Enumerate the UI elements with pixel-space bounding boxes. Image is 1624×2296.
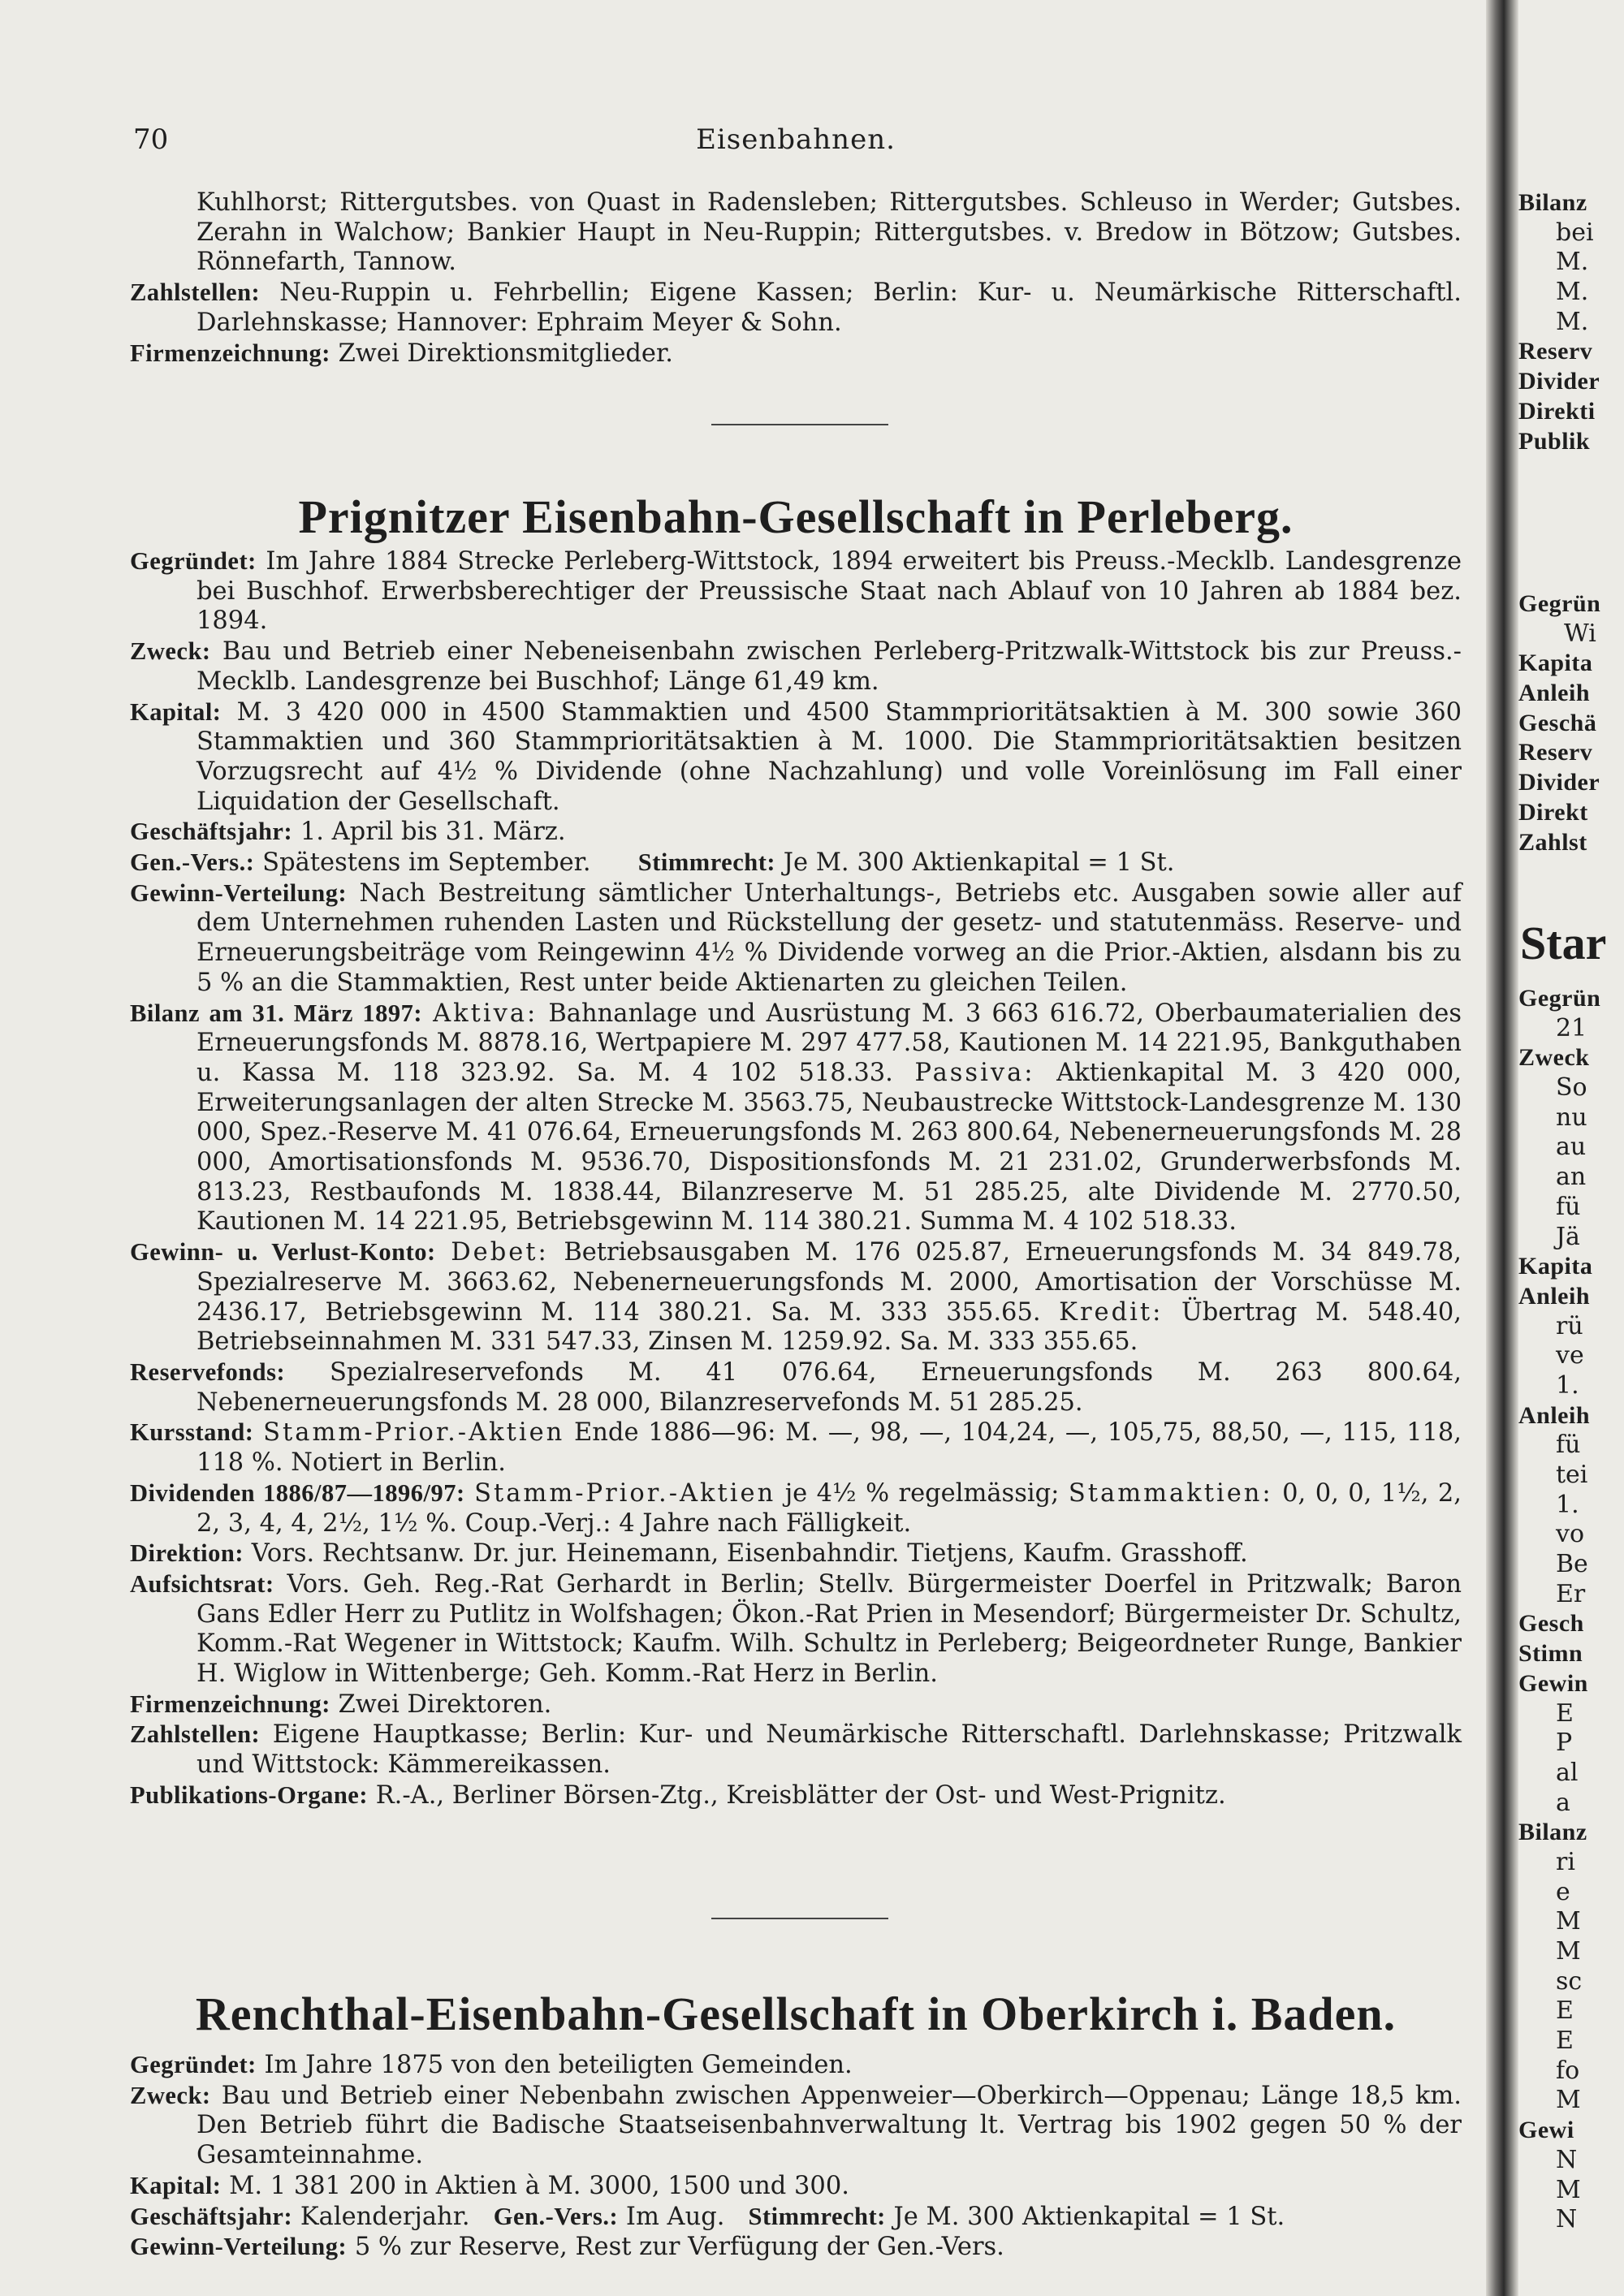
entry-kapital: Kapital: M. 1 381 200 in Aktien à M. 3000, 1500 und 300. [130, 2171, 849, 2200]
entry-reservefonds: Reservefonds: Spezialreservefonds M. 41 076.64, Erneuerungsfonds M. 263 800.64, Nebenerneuerungsfonds M. 28 000, Bilanzreservefonds M. 51 285.25. [130, 1357, 1462, 1417]
company1-entries [130, 546, 1462, 1811]
right-section-3: Gegrün 21 Zweck So nu au an fü Jä Kapita Anleih rü ve 1. Anleih fü tei 1. vo Be Er Gesch Stimn Gewin E P al a Bilanz ri e M M sc E E fo M Gewi N M N [1518, 985, 1601, 2234]
entry-dividenden: Dividenden 1886/87—1896/97: Stamm-Prior.-Aktien je 4½ % regelmässig; Stammaktien: 0, 0, 0, 1½, 2, 2, 3, 4, 4, 2½, 1½ %. Coup.-Verj.: 4 Jahre nach Fälligkeit. [130, 1478, 1462, 1538]
entry-aufsichtsrat: Aufsichtsrat: Vors. Geh. Reg.-Rat Gerhardt in Berlin; Stellv. Bürgermeister Doerfel in Pritzwalk; Baron Gans Edler Herr zu Putlitz in Wolfshagen; Ökon.-Rat Prien in Mesendorf; Bürgermeister Dr. Schultz, Komm.-Rat Wegener in Wittstock; Kaufm. Wilh. Schultz in Perleberg; Beigeordneter Runge, Bankier H. Wiglow in Wittenberge; Geh. Komm.-Rat Herz in Berlin. [130, 1569, 1462, 1689]
page-number: 70 [133, 123, 169, 156]
entry-zahlstellen: Zahlstellen: Neu-Ruppin u. Fehrbellin; Eigene Kassen; Berlin: Kur- u. Neumärkische Ritterschaftl. Darlehnskasse; Hannover: Ephraim Meyer & Sohn. [130, 278, 1462, 337]
book-gutter [1486, 0, 1518, 2296]
right-page-fragment [1518, 0, 1624, 2296]
entry-zweck: Zweck: Bau und Betrieb einer Nebeneisenbahn zwischen Perleberg-Pritzwalk-Wittstock bis zur Preuss.-Mecklb. Landesgrenze bei Buschhof; Länge 61,49 km. [130, 637, 1462, 696]
entry-gegruendet: Gegründet: Im Jahre 1884 Strecke Perleberg-Wittstock, 1894 erweitert bis Preuss.-Mecklb. Landesgrenze bei Buschhof. Erwerbsberechtiger der Preussische Staat nach Ablauf von 10 Jahren ab 1884 bez. 1894. [130, 547, 1462, 636]
right-title: Star [1520, 917, 1607, 969]
entry-kursstand: Kursstand: Stamm-Prior.-Aktien Ende 1886—96: M. —, 98, —, 104,24, —, 105,75, 88,50, —, 115, 118, 118 %. Notiert in Berlin. [130, 1418, 1462, 1478]
entry-zahlstellen-2: Zahlstellen: Eigene Hauptkasse; Berlin: Kur- und Neumärkische Ritterschaftl. Darlehnskasse; Pritzwalk und Wittstock: Kämmereikassen. [130, 1720, 1462, 1780]
page-header [130, 123, 1462, 164]
right-section-1: Bilanz bei M. M. M. Reserv Divider Direkti Publik [1518, 189, 1600, 455]
separator-rule-2 [711, 1918, 888, 1919]
entry-geschaeftsjahr: Geschäftsjahr: 1. April bis 31. März. [130, 818, 566, 847]
entry-bilanz: Bilanz am 31. März 1897: Aktiva: Bahnanlage und Ausrüstung M. 3 663 616.72, Oberbaumaterialien des Erneuerungsfonds M. 8878.16, Wertpapiere M. 297 477.58, Kautionen M. 14 221.95, Bankguthaben u. Kassa M. 118 323.92. Sa. M. 4 102 518.33. Passiva: Aktienkapital M. 3 420 000, Erweiterungsanlagen der alten Strecke M. 3563.75, Neubaustrecke Wittstock-Landesgrenze M. 130 000, Spez.-Reserve M. 41 076.64, Erneuerungsfonds M. 263 800.64, Nebenerneuerungsfonds M. 28 000, Amortisationsfonds M. 9536.70, Dispositionsfonds M. 21 231.02, Grunderwerbsfonds M. 813.23, Restbaufonds M. 1838.44, Bilanzreserve M. 51 285.25, alte Dividende M. 2770.50, Kautionen M. 14 221.95, Betriebsgewinn M. 114 380.21. Summa M. 4 102 518.33. [130, 999, 1462, 1236]
right-section-2: Gegrün Wi Kapita Anleih Geschä Reserv Divider Direkt Zahlst [1518, 590, 1601, 856]
top-continuation [130, 188, 1462, 369]
entry-geschaeftsjahr: Geschäftsjahr: Kalenderjahr. Gen.-Vers.: Im Aug. Stimmrecht: Je M. 300 Aktienkapital = 1 St. [130, 2202, 1285, 2231]
entry-direktion: Direktion: Vors. Rechtsanw. Dr. jur. Heinemann, Eisenbahndir. Tietjens, Kaufm. Grasshoff. [130, 1539, 1248, 1569]
entry-kapital: Kapital: M. 3 420 000 in 4500 Stammaktien und 4500 Stammprioritätsaktien à M. 300 sowie 360 Stammaktien und 360 Stammprioritätsaktien à M. 1000. Die Stammprioritätsaktien besitzen Vorzugsrecht auf 4½ % Dividende (ohne Nachzahlung) und volle Voreinlösung im Fall einer Liquidation der Gesellschaft. [130, 697, 1462, 816]
running-title: Eisenbahnen. [696, 123, 896, 156]
entry-firmenzeichnung-2: Firmenzeichnung: Zwei Direktoren. [130, 1690, 552, 1719]
entry-zweck: Zweck: Bau und Betrieb einer Nebenbahn zwischen Appenweier—Oberkirch—Oppenau; Länge 18,5 km. Den Betrieb führt die Badische Staatseisenbahnverwaltung lt. Vertrag bis 1902 gegen 50 % der Gesamteinnahme. [130, 2081, 1462, 2170]
entry-firmenzeichnung: Firmenzeichnung: Zwei Direktionsmitglieder. [130, 339, 673, 368]
company-title-renchthal: Renchthal-Eisenbahn-Gesellschaft in Oberkirch i. Baden. [195, 1987, 1397, 2040]
entry-continuation: Kuhlhorst; Rittergutsbes. von Quast in Radensleben; Rittergutsbes. Schleuso in Werder; Gutsbes. Zerahn in Walchow; Bankier Haupt in Neu-Ruppin; Rittergutsbes. v. Bredow in Bötzow; Gutsbes. Rönnefarth, Tannow. [197, 188, 1462, 277]
company2-entries [130, 2050, 1462, 2263]
entry-gewinn-verlust: Gewinn- u. Verlust-Konto: Debet: Betriebsausgaben M. 176 025.87, Erneuerungsfonds M. 34 849.78, Spezialreserve M. 3663.62, Nebenerneuerungsfonds M. 2000, Amortisation der Vorschüsse M. 2436.17, Betriebsgewinn M. 114 380.21. Sa. M. 333 355.65. Kredit: Übertrag M. 548.40, Betriebseinnahmen M. 331 547.33, Zinsen M. 1259.92. Sa. M. 333 355.65. [130, 1238, 1462, 1357]
entry-publikation: Publikations-Organe: R.-A., Berliner Börsen-Ztg., Kreisblätter der Ost- und West-Prignitz. [130, 1780, 1226, 1810]
company-title-prignitzer: Prignitzer Eisenbahn-Gesellschaft in Perleberg. [298, 490, 1294, 543]
entry-gewinn-verteilung: Gewinn-Verteilung: Nach Bestreitung sämtlicher Unterhaltungs-, Betriebs etc. Ausgaben sowie aller auf dem Unternehmen ruhenden Lasten und Rückstellung der gesetz- und statutenmäss. Reserve- und Erneuerungsbeiträge vom Reingewinn 4½ % Dividende vorweg an die Prior.-Aktien, alsdann bis zu 5 % an die Stammaktien, Rest unter beide Aktienarten zu gleichen Teilen. [130, 878, 1462, 997]
separator-rule [711, 424, 888, 425]
entry-gewinn-verteilung: Gewinn-Verteilung: 5 % zur Reserve, Rest zur Verfügung der Gen.-Vers. [130, 2233, 1004, 2262]
entry-gegruendet: Gegründet: Im Jahre 1875 von den beteiligten Gemeinden. [130, 2051, 853, 2079]
entry-genvers: Gen.-Vers.: Spätestens im September. Stimmrecht: Je M. 300 Aktienkapital = 1 St. [130, 848, 1175, 878]
